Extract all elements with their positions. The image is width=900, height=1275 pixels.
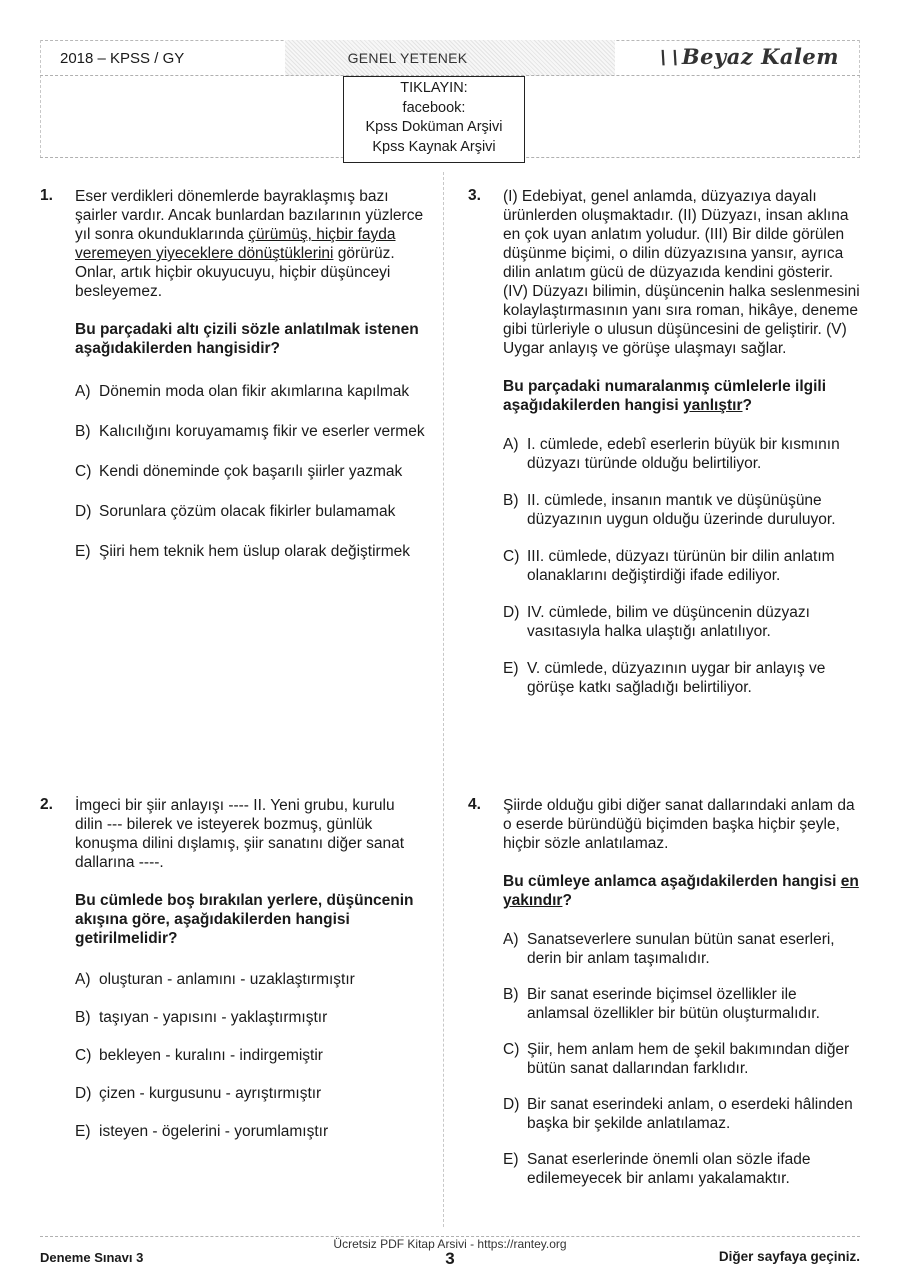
option-text: III. cümlede, düzyazı türünün bir dilin anlatım olanaklarını değiştirdiği ifade ediliyor. bbox=[527, 548, 835, 584]
question-stem bbox=[503, 872, 860, 910]
option-text: oluşturan - anlamını - uzaklaştırmıştır bbox=[99, 971, 355, 988]
question-number: 1. bbox=[40, 187, 53, 204]
option-letter: A) bbox=[503, 436, 519, 453]
text-segment: Bu parçadaki numaralanmış cümlelerle ilgili aşağıdakilerden hangisi bbox=[503, 378, 827, 414]
question-text bbox=[75, 187, 425, 301]
option-letter: D) bbox=[75, 503, 92, 520]
option-letter: B) bbox=[75, 1009, 91, 1026]
option-b[interactable] bbox=[75, 422, 425, 441]
option-text: IV. cümlede, bilim ve düşüncenin düzyazı vasıtasıyla halka ulaştığı anlatılıyor. bbox=[527, 604, 810, 640]
question-text: Şiirde olduğu gibi diğer sanat dallarındaki anlam da o eserde büründüğü biçimden başka hiçbir şeyle, hiçbir sözle anlatılamaz. bbox=[503, 797, 855, 852]
text-segment: ? bbox=[562, 892, 572, 909]
option-c[interactable] bbox=[503, 1040, 860, 1078]
underlined-phrase: yanlıştır bbox=[683, 397, 743, 414]
option-c[interactable] bbox=[503, 547, 860, 585]
promo-line: Kpss Doküman Arşivi bbox=[365, 119, 503, 135]
brand-logo bbox=[655, 44, 839, 69]
question-1 bbox=[40, 187, 425, 582]
footer-source-link[interactable]: Ücretsiz PDF Kitap Arsivi - https://rantey.org bbox=[333, 1237, 567, 1251]
option-d[interactable] bbox=[75, 502, 425, 521]
option-text: Sanat eserlerinde önemli olan sözle ifade edilemeyecek bir anlamı yakalamaktır. bbox=[527, 1151, 811, 1187]
question-number: 2. bbox=[40, 796, 53, 813]
question-3 bbox=[468, 187, 860, 715]
option-letter: C) bbox=[75, 463, 92, 480]
option-letter: D) bbox=[503, 1096, 520, 1113]
option-text: II. cümlede, insanın mantık ve düşünüşüne düzyazının uygun olduğu üzerinde duruluyor. bbox=[527, 492, 836, 528]
subject-title: GENEL YETENEK bbox=[347, 50, 468, 66]
option-a[interactable] bbox=[75, 970, 425, 989]
option-text: Sorunlara çözüm olacak fikirler bulamamak bbox=[99, 503, 396, 520]
option-text: taşıyan - yapısını - yaklaştırmıştır bbox=[99, 1009, 328, 1026]
option-text: Şiir, hem anlam hem de şekil bakımından diğer bütün sanat dallarından farklıdır. bbox=[527, 1041, 850, 1077]
option-text: Bir sanat eserinde biçimsel özellikler ile anlamsal özellikler bir bütün oluşturmalıdır. bbox=[527, 986, 820, 1022]
option-letter: D) bbox=[75, 1085, 92, 1102]
promo-line: facebook: bbox=[402, 99, 466, 116]
question-number: 3. bbox=[468, 187, 481, 204]
option-letter: E) bbox=[503, 660, 519, 677]
brand-name: Beyaz Kalem bbox=[681, 44, 839, 69]
option-letter: E) bbox=[75, 543, 91, 560]
option-d[interactable] bbox=[503, 603, 860, 641]
footer-exam-name: Deneme Sınavı 3 bbox=[40, 1250, 144, 1265]
option-text: Kendi döneminde çok başarılı şiirler yazmak bbox=[99, 463, 403, 480]
question-text: (I) Edebiyat, genel anlamda, düzyazıya dayalı ürünlerden oluşmaktadır. (II) Düzyazı, insan aklına en çok uyan anlatım yoludur. (III) Bir dilde görülen düşünme biçimi, o dilin düzyazısına yansır, ayrıca dilin anlatım gücü de düzyazıda kendini gösterir. (IV) Düzyazı bilimin, düşüncenin halka seslenmesini kolaylaştırmasının yanı sıra roman, hikâye, deneme gibi türleriyle o ulusun düşüncesini de geliştirir. (V) Uygar anlayış ve görüşe ulaşmayı sağlar. bbox=[503, 188, 860, 357]
option-text: Şiiri hem teknik hem üslup olarak değiştirmek bbox=[99, 543, 410, 560]
option-letter: B) bbox=[503, 492, 519, 509]
exam-code: 2018 – KPSS / GY bbox=[60, 50, 185, 67]
option-letter: C) bbox=[503, 1041, 520, 1058]
option-c[interactable] bbox=[75, 1046, 425, 1065]
underlined-phrase: çürümüş, hiçbir fayda veremeyen yiyeceklere dönüştüklerini bbox=[75, 226, 396, 262]
text-segment: görürüz. Onlar, artık hiçbir okuyucuyu, hiçbir düşünceyi besleyemez. bbox=[75, 245, 395, 300]
question-2 bbox=[40, 796, 425, 1160]
footer-next-page: Diğer sayfaya geçiniz. bbox=[718, 1249, 860, 1264]
option-text: I. cümlede, edebî eserlerin büyük bir kısmının düzyazı türünde olduğu belirtiliyor. bbox=[527, 436, 840, 472]
option-e[interactable] bbox=[75, 1122, 425, 1141]
option-letter: C) bbox=[503, 548, 520, 565]
option-b[interactable] bbox=[75, 1008, 425, 1027]
promo-line: Kpss Kaynak Arşivi bbox=[372, 138, 496, 155]
question-number: 4. bbox=[468, 796, 481, 813]
question-stem bbox=[503, 377, 860, 415]
option-letter: A) bbox=[75, 383, 91, 400]
option-letter: A) bbox=[75, 971, 91, 988]
option-d[interactable] bbox=[75, 1084, 425, 1103]
option-letter: B) bbox=[75, 423, 91, 440]
pen-icon: ∖∖ bbox=[655, 48, 679, 69]
option-letter: E) bbox=[503, 1151, 519, 1168]
question-stem: Bu parçadaki altı çizili sözle anlatılmak istenen aşağıdakilerden hangisidir? bbox=[75, 321, 419, 357]
option-c[interactable] bbox=[75, 462, 425, 481]
option-letter: D) bbox=[503, 604, 520, 621]
option-letter: A) bbox=[503, 931, 519, 948]
option-a[interactable] bbox=[503, 435, 860, 473]
option-text: Bir sanat eserindeki anlam, o eserdeki hâlinden başka bir şekilde anlatılamaz. bbox=[527, 1096, 853, 1132]
option-d[interactable] bbox=[503, 1095, 860, 1133]
text-segment: Eser verdikleri dönemlerde bayraklaşmış bazı şairler vardır. Ancak bunlardan bazılarının yüzlerce yıl sonra okunduklarında bbox=[75, 188, 424, 243]
option-b[interactable] bbox=[503, 985, 860, 1023]
option-text: Sanatseverlere sunulan bütün sanat eserleri, derin bir anlam taşımalıdır. bbox=[527, 931, 835, 967]
option-text: bekleyen - kuralını - indirgemiştir bbox=[99, 1047, 323, 1064]
column-divider bbox=[443, 172, 444, 1227]
option-e[interactable] bbox=[75, 542, 425, 561]
option-letter: C) bbox=[75, 1047, 92, 1064]
option-text: Dönemin moda olan fikir akımlarına kapılmak bbox=[99, 383, 410, 400]
option-a[interactable] bbox=[503, 930, 860, 968]
option-text: Kalıcılığını koruyamamış fikir ve eserler vermek bbox=[99, 423, 425, 440]
option-text: V. cümlede, düzyazının uygar bir anlayış ve görüşe katkı sağladığı belirtiliyor. bbox=[527, 660, 826, 696]
option-b[interactable] bbox=[503, 491, 860, 529]
option-text: isteyen - ögelerini - yorumlamıştır bbox=[99, 1123, 329, 1140]
underlined-phrase: en yakındır bbox=[503, 873, 859, 909]
option-text: çizen - kurgusunu - ayrıştırmıştır bbox=[99, 1085, 322, 1102]
option-e[interactable] bbox=[503, 1150, 860, 1188]
option-e[interactable] bbox=[503, 659, 860, 697]
option-a[interactable] bbox=[75, 382, 425, 401]
question-stem: Bu cümlede boş bırakılan yerlere, düşüncenin akışına göre, aşağıdakilerden hangisi getirilmelidir? bbox=[75, 892, 414, 947]
option-letter: B) bbox=[503, 986, 519, 1003]
question-text: İmgeci bir şiir anlayışı ---- II. Yeni grubu, kurulu dilin --- bilerek ve isteyerek bozmuş, günlük konuşma dilini dışlamış, şiir sanatını diğer sanat dallarına ----. bbox=[75, 797, 405, 871]
question-4 bbox=[468, 796, 860, 1205]
option-letter: E) bbox=[75, 1123, 91, 1140]
page-number: 3 bbox=[445, 1249, 455, 1268]
text-segment: ? bbox=[742, 397, 752, 414]
text-segment: Bu cümleye anlamca aşağıdakilerden hangisi bbox=[503, 873, 841, 890]
promo-line: TIKLAYIN: bbox=[400, 80, 468, 96]
promo-box[interactable] bbox=[343, 76, 525, 163]
